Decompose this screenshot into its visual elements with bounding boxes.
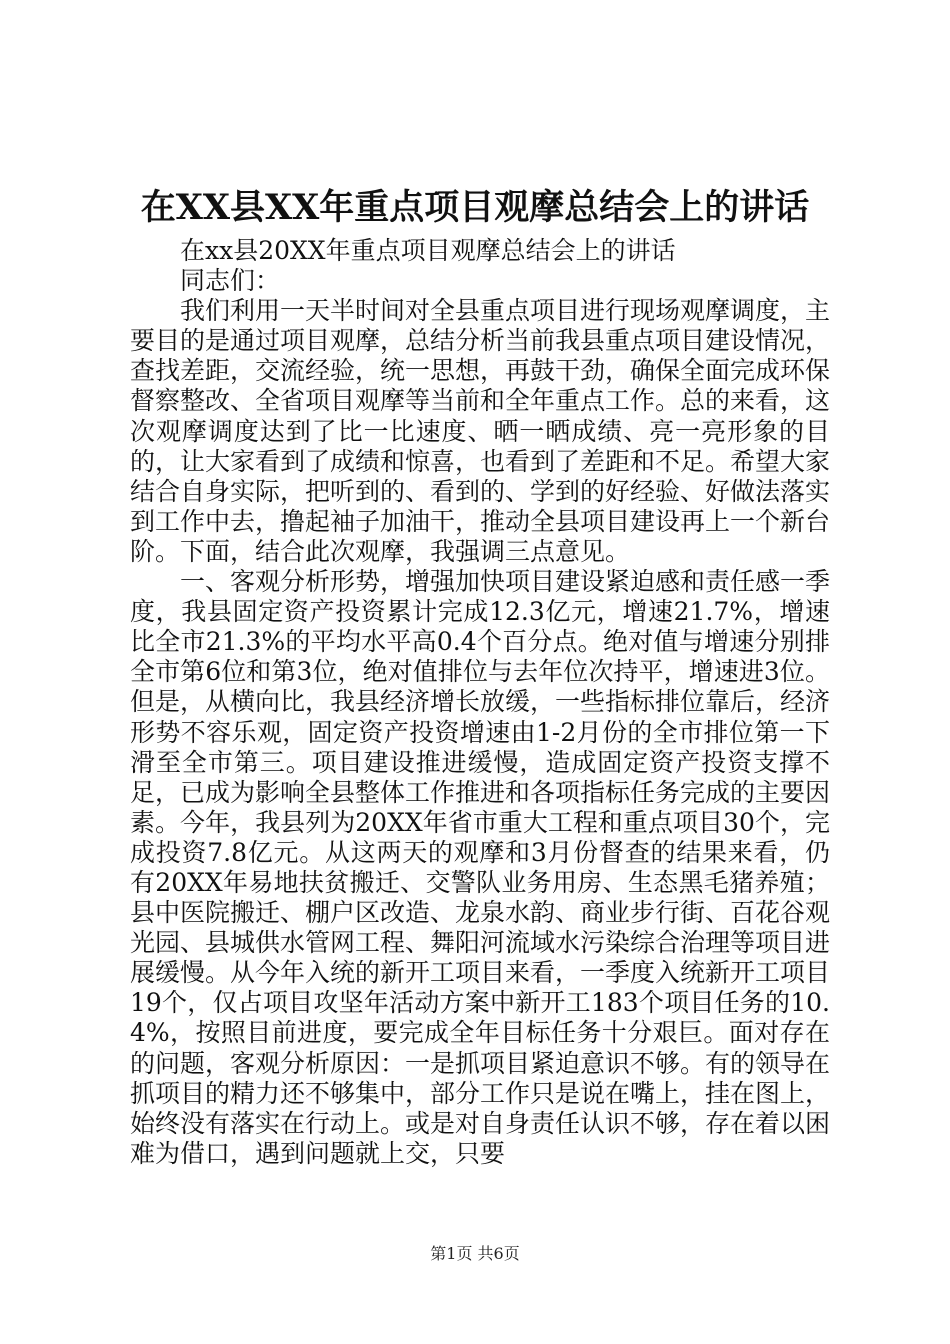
document-title: 在XX县XX年重点项目观摩总结会上的讲话 — [140, 187, 810, 228]
section-one-paragraph: 一、客观分析形势，增强加快项目建设紧迫感和责任感一季度，我县固定资产投资累计完成12.3亿元，增速21.7%，增速比全市21.3%的平均水平高0.4个百分点。绝对值与增速分别排全市第6位和第3位，绝对值排位与去年位次持平，增速进3位。但是，从横向比，我县经济增长放缓，一些指标排位靠后，经济形势不容乐观，固定资产投资增速由1-2月份的全市排位第一下滑至全市第三。项目建设推进缓慢，造成固定资产投资支撑不足，已成为影响全县整体工作推进和各项指标任务完成的主要因素。今年，我县列为20XX年省市重大工程和重点项目30个，完成投资7.8亿元。从这两天的观摩和3月份督查的结果来看，仍有20XX年易地扶贫搬迁、交警队业务用房、生态黑毛猪养殖；县中医院搬迁、棚户区改造、龙泉水韵、商业步行街、百花谷观光园、县城供水管网工程、舞阳河流域水污染综合治理等项目进展缓慢。从今年入统的新开工项目来看，一季度入统新开工项目19个，仅占项目攻坚年活动方案中新开工183个项目任务的10.4%，按照目前进度，要完成全年目标任务十分艰巨。面对存在的问题，客观分析原因：一是抓项目紧迫意识不够。有的领导在抓项目的精力还不够集中，部分工作只是说在嘴上，挂在图上，始终没有落实在行动上。或是对自身责任认识不够，存在着以困难为借口，遇到问题就上交，只要 — [130, 567, 831, 1168]
subtitle-paragraph: 在xx县20XX年重点项目观摩总结会上的讲话 — [180, 236, 676, 265]
page-footer: 第1页 共6页 — [430, 1244, 520, 1263]
document-body — [130, 236, 830, 1169]
intro-paragraph: 我们利用一天半时间对全县重点项目进行现场观摩调度，主要目的是通过项目观摩，总结分析当前我县重点项目建设情况，查找差距，交流经验，统一思想，再鼓干劲，确保全面完成环保督察整改、全省项目观摩等当前和全年重点工作。总的来看，这次观摩调度达到了比一比速度、晒一晒成绩、亮一亮形象的目的，让大家看到了成绩和惊喜，也看到了差距和不足。希望大家结合自身实际，把听到的、看到的、学到的好经验、好做法落实到工作中去，撸起袖子加油干，推动全县项目建设再上一个新台阶。下面，结合此次观摩，我强调三点意见。 — [130, 296, 831, 566]
salutation-paragraph: 同志们： — [180, 266, 281, 296]
